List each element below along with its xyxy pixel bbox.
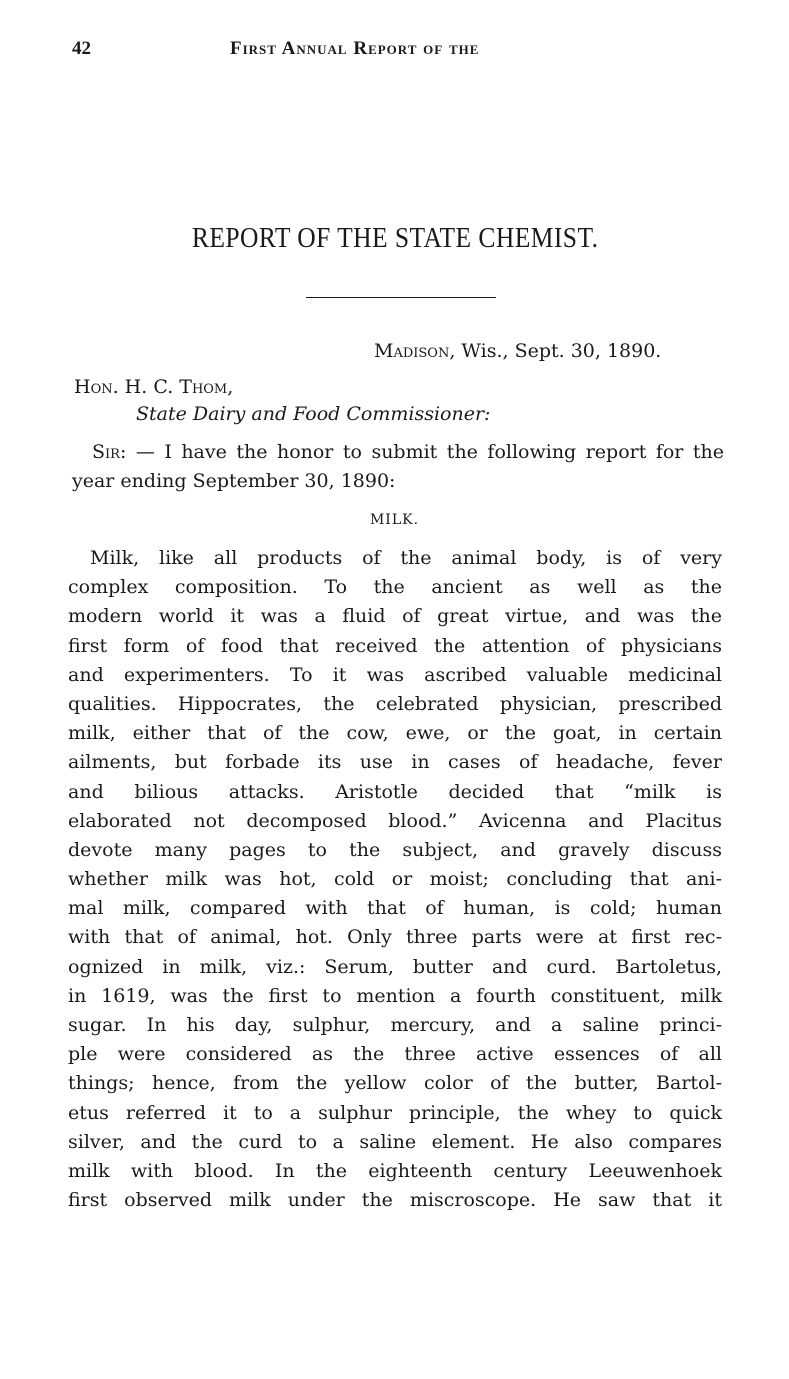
body-line: with that of animal, hot. Only three parts were at first rec- [68, 926, 722, 949]
section-heading: MILK. [369, 512, 420, 528]
running-title: First Annual Report of the [230, 38, 480, 59]
body-line: first form of food that received the attention of physicians [68, 634, 722, 657]
body-line: things; hence, from the yellow color of the butter, Bartol- [68, 1072, 722, 1095]
running-head [72, 38, 722, 62]
dateline [374, 340, 661, 362]
body-line: complex composition. To the ancient as well as the [68, 576, 722, 599]
addressee-role: State Dairy and Food Commissioner: [136, 403, 491, 425]
body-line: ple were considered as the three active essences of all [68, 1043, 722, 1066]
salutation-greeting: Sir: [92, 441, 127, 463]
body-line: devote many pages to the subject, and gravely discuss [68, 838, 722, 861]
body-line: silver, and the curd to a saline element. He also compares [68, 1130, 722, 1153]
body-line: ailments, but forbade its use in cases of headache, fever [68, 751, 722, 774]
body-line: modern world it was a fluid of great virtue, and was the [68, 605, 722, 628]
body-line: first observed milk under the miscroscope. He saw that it [68, 1189, 722, 1212]
body-line: and experimenters. To it was ascribed valuable medicinal [68, 663, 722, 686]
title-rule [306, 297, 496, 298]
body-line: sugar. In his day, sulphur, mercury, and a saline princi- [68, 1014, 722, 1036]
body-line: ognized in milk, viz.: Serum, butter and curd. Bartoletus, [68, 955, 722, 978]
body-line: qualities. Hippocrates, the celebrated physician, prescribed [68, 692, 722, 715]
body-line: elaborated not decomposed blood.” Avicenna and Placitus [68, 809, 722, 832]
body-line: milk with blood. In the eighteenth century Leeuwenhoek [68, 1159, 722, 1182]
body-text [68, 544, 722, 1215]
body-line: and bilious attacks. Aristotle decided that “milk is [68, 780, 722, 803]
dateline-place: Madison [374, 340, 450, 362]
salutation-text: — I have the honor to submit the following report for the year ending September 30, 1890: [72, 441, 724, 492]
body-line: in 1619, was the first to mention a fourth constituent, milk [68, 984, 722, 1007]
body-line: whether milk was hot, cold or moist; concluding that ani- [68, 868, 722, 891]
report-title: REPORT OF THE STATE CHEMIST. [191, 222, 599, 254]
body-line: milk, either that of the cow, ewe, or the goat, in certain [68, 722, 722, 745]
body-line: etus referred it to a sulphur principle, the whey to quick [68, 1101, 722, 1124]
salutation-paragraph [72, 438, 724, 496]
addressee-name: Hon. H. C. Thom, [74, 376, 234, 398]
body-line: Milk, like all products of the animal body, is of very [90, 547, 722, 569]
body-line: mal milk, compared with that of human, is cold; human [68, 897, 722, 920]
dateline-date: , Wis., Sept. 30, 1890. [449, 340, 662, 362]
page-number: 42 [72, 38, 91, 59]
